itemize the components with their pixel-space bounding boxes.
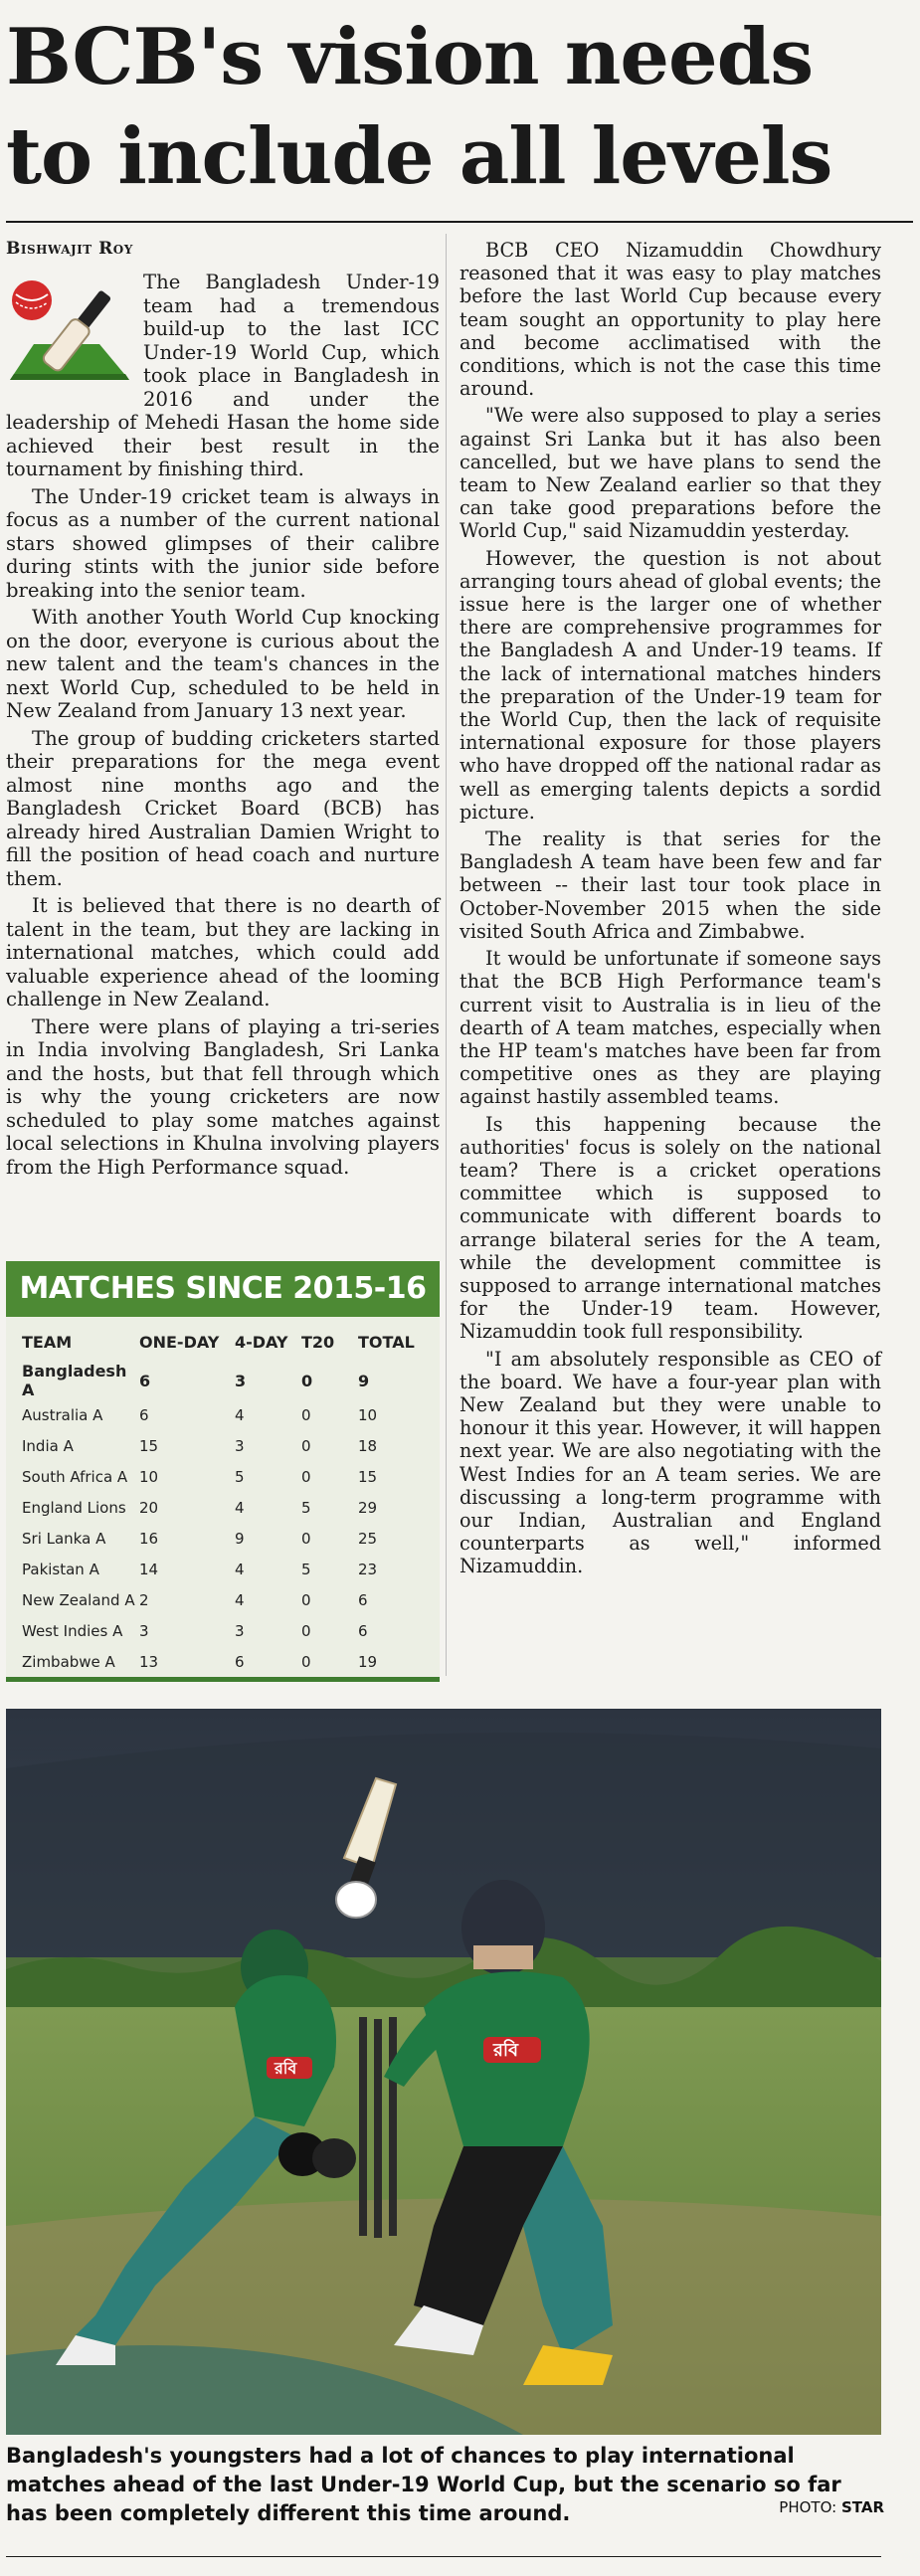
article-column-1 xyxy=(6,271,440,1183)
cricket-logo-icon xyxy=(6,273,129,384)
team-name-cell: England Lions xyxy=(22,1498,126,1517)
stat-cell: 9 xyxy=(358,1371,370,1390)
paragraph: It would be unfortunate if someone says that the BCB High Performance team's current visit to Australia is in lieu of the dearth of A team matches, especially when the HP team's matches have been far from competitive ones as they are playing against hastily assembled teams. xyxy=(460,947,881,1109)
table-row xyxy=(22,1615,418,1646)
paragraph: There were plans of playing a tri-series in India involving Bangladesh, Sri Lanka and the hosts, but that fell through which is why the young cricketers are now scheduled to play some matches against local selections in Khulna involving players from the High Performance squad. xyxy=(6,1014,440,1179)
stat-cell: 18 xyxy=(358,1436,378,1455)
stat-cell: 0 xyxy=(301,1621,311,1640)
stat-cell: 0 xyxy=(301,1590,311,1609)
table-row xyxy=(22,1554,418,1584)
stat-cell: 10 xyxy=(139,1467,159,1486)
stat-cell: 6 xyxy=(235,1652,245,1671)
column-header: T20 xyxy=(301,1333,335,1352)
stat-cell: 3 xyxy=(139,1621,149,1640)
paragraph: However, the question is not about arranging tours ahead of global events; the issue here is the larger one of whether there are comprehensive programmes for the Bangladesh A and Under-19 teams. If the lack of international matches hinders the preparation of the Under-19 team for the World Cup, then the lack of requisite international exposure for those players who have dropped off the national radar as well as emerging talents depicts a sordid picture. xyxy=(460,546,881,824)
stat-cell: 0 xyxy=(301,1467,311,1486)
jersey-sponsor-text: রবি xyxy=(493,2040,519,2061)
stat-cell: 23 xyxy=(358,1560,378,1578)
stat-cell: 13 xyxy=(139,1652,159,1671)
stat-cell: 3 xyxy=(235,1371,247,1390)
paragraph: The Bangladesh Under-19 team had a tremendous build-up to the last ICC Under-19 World Cup, which took place in Bangladesh in 2016 and under the leadership of Mehedi Hasan the home side achieved their best result in the tournament by finishing third. xyxy=(6,271,440,480)
stats-table-body xyxy=(22,1362,418,1677)
team-name-cell: Australia A xyxy=(22,1405,103,1424)
team-name-cell: New Zealand A xyxy=(22,1590,135,1609)
stat-cell: 4 xyxy=(235,1498,245,1517)
photo-credit-source: STAR xyxy=(840,2498,884,2516)
paragraph: "I am absolutely responsible as CEO of the board. We have a four-year plan with New Zealand but they were unable to honour it this year. However, it will happen next year. We are also negotiating with the West Indies for an A team series. We are discussing a long-term programme with our Indian, Australian and England counterparts as well," informed Nizamuddin. xyxy=(460,1347,881,1578)
stat-cell: 4 xyxy=(235,1405,245,1424)
team-name-cell: West Indies A xyxy=(22,1621,123,1640)
stat-cell: 0 xyxy=(301,1529,311,1548)
stat-cell: 16 xyxy=(139,1529,159,1548)
column-header: 4-DAY xyxy=(235,1333,288,1352)
stat-cell: 4 xyxy=(235,1590,245,1609)
paragraph: With another Youth World Cup knocking on the door, everyone is curious about the new talent and the team's chances in the next World Cup, scheduled to be held in New Zealand from January 13 next year. xyxy=(6,606,440,722)
stat-cell: 0 xyxy=(301,1371,313,1390)
article-column-2 xyxy=(460,239,881,1582)
stat-cell: 3 xyxy=(235,1436,245,1455)
table-row xyxy=(22,1584,418,1615)
stats-box xyxy=(6,1261,440,1682)
stat-cell: 4 xyxy=(235,1560,245,1578)
match-photo xyxy=(6,1709,881,2435)
team-name-cell: Sri Lanka A xyxy=(22,1529,106,1548)
stats-box-title: MATCHES SINCE 2015-16 xyxy=(6,1261,440,1317)
stat-cell: 0 xyxy=(301,1436,311,1455)
stat-cell: 5 xyxy=(301,1560,311,1578)
team-name-cell: India A xyxy=(22,1436,74,1455)
paragraph: BCB CEO Nizamuddin Chowdhury reasoned that it was easy to play matches before the last World Cup because every team sought an opportunity to play here and become acclimatised with the conditions, which is not the case this time around. xyxy=(460,239,881,401)
table-row xyxy=(22,1523,418,1554)
stats-table xyxy=(22,1331,418,1677)
stat-cell: 0 xyxy=(301,1405,311,1424)
stat-cell: 5 xyxy=(301,1498,311,1517)
stat-cell: 10 xyxy=(358,1405,378,1424)
stat-cell: 6 xyxy=(139,1405,149,1424)
column-header: ONE-DAY xyxy=(139,1333,220,1352)
stat-cell: 19 xyxy=(358,1652,378,1671)
stat-cell: 0 xyxy=(301,1652,311,1671)
photo-credit-label: PHOTO: xyxy=(779,2498,837,2516)
column-header: TOTAL xyxy=(358,1333,415,1352)
column-divider xyxy=(446,234,447,1676)
team-name-cell: Zimbabwe A xyxy=(22,1652,115,1671)
bottom-rule xyxy=(6,2556,881,2557)
stat-cell: 14 xyxy=(139,1560,159,1578)
paragraph: The group of budding cricketers started their preparations for the mega event almost nine months ago and the Bangladesh Cricket Board (BCB) has already hired Australian Damien Wright to fill the position of head coach and nurture them. xyxy=(6,726,440,890)
column-header: TEAM xyxy=(22,1333,73,1352)
photo-credit xyxy=(779,2498,884,2516)
team-name-cell: Bangladesh A xyxy=(22,1362,127,1399)
table-row xyxy=(22,1430,418,1461)
stat-cell: 3 xyxy=(235,1621,245,1640)
paragraph: The reality is that series for the Bangladesh A team have been few and far between -- their last tour took place in October-November 2015 when the side visited South Africa and Zimbabwe. xyxy=(460,828,881,943)
headline-rule xyxy=(6,221,913,223)
table-row xyxy=(22,1646,418,1677)
paragraph: "We were also supposed to play a series against Sri Lanka but it has also been cancelled, but we have plans to send the team to New Zealand earlier so that they can take good preparations before the World Cup," said Nizamuddin yesterday. xyxy=(460,404,881,543)
jersey-sponsor-text: রবি xyxy=(275,2059,297,2078)
stat-cell: 6 xyxy=(358,1621,368,1640)
photo-caption: Bangladesh's youngsters had a lot of chances to play international matches ahead of the last Under-19 World Cup, but the scenario so far has been completely different this time around. xyxy=(6,2444,841,2525)
stat-cell: 20 xyxy=(139,1498,159,1517)
table-row xyxy=(22,1492,418,1523)
table-row xyxy=(22,1461,418,1492)
team-name-cell: South Africa A xyxy=(22,1467,128,1486)
stat-cell: 25 xyxy=(358,1529,378,1548)
stat-cell: 2 xyxy=(139,1590,149,1609)
stat-cell: 9 xyxy=(235,1529,245,1548)
stat-cell: 6 xyxy=(358,1590,368,1609)
stat-cell: 6 xyxy=(139,1371,151,1390)
byline: Bishwajit Roy xyxy=(6,239,133,259)
headline: BCB's vision needs to include all levels xyxy=(6,12,832,202)
stat-cell: 15 xyxy=(358,1467,378,1486)
stat-cell: 15 xyxy=(139,1436,159,1455)
cricket-practice-illustration xyxy=(6,1709,881,2435)
paragraph: The Under-19 cricket team is always in focus as a number of the current national stars showed glimpses of their calibre during stints with the junior side before breaking into the senior team. xyxy=(6,484,440,602)
stat-cell: 5 xyxy=(235,1467,245,1486)
table-row xyxy=(22,1362,418,1399)
table-row xyxy=(22,1399,418,1430)
stat-cell: 29 xyxy=(358,1498,378,1517)
paragraph: Is this happening because the authorities' focus is solely on the national team? There is a cricket operations committee which is supposed to communicate with different boards to arrange bilateral series for the A team, while the development committee is supposed to arrange international matches for the Under-19 team. However, Nizamuddin took full responsibility. xyxy=(460,1112,881,1344)
stats-header-row xyxy=(22,1331,418,1362)
team-name-cell: Pakistan A xyxy=(22,1560,99,1578)
paragraph: It is believed that there is no dearth of talent in the team, but they are lacking in international matches, which could add valuable experience ahead of the looming challenge in New Zealand. xyxy=(6,894,440,1011)
